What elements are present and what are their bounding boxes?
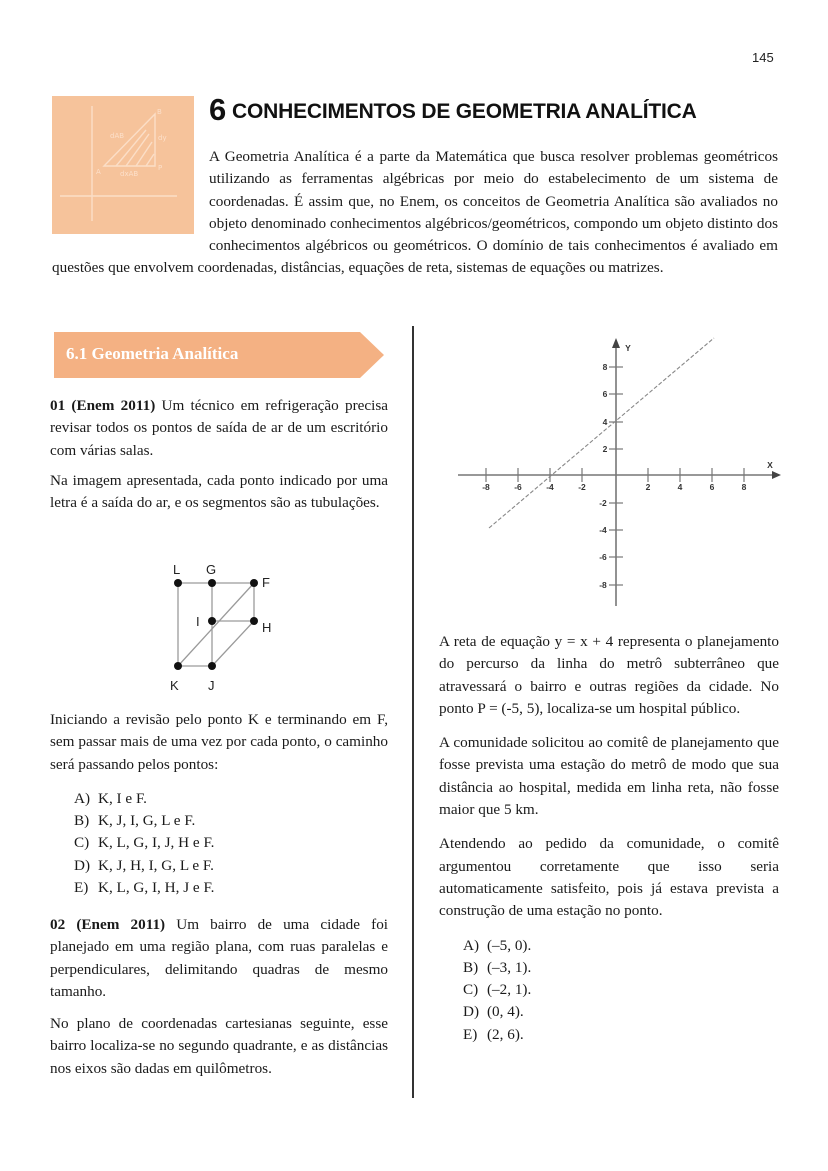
svg-text:4: 4 (677, 482, 683, 492)
svg-text:-6: -6 (599, 552, 607, 562)
question-2-body (439, 631, 779, 1046)
question-2-text: Um bairro de uma cidade foi planejado em uma região plana, com ruas paralelas e perpendiculares, delimitando quadras de mesmo tamanho. (50, 916, 389, 1000)
question-2-text-2: No plano de coordenadas cartesianas seguinte, esse bairro localiza-se no segundo quadrante, e as distâncias nos eixos são dadas em quilômetros. (50, 1015, 388, 1077)
svg-text:A: A (96, 168, 101, 176)
point-J (208, 662, 216, 670)
question-2-text-3: A reta de equação y = x + 4 representa o planejamento do percurso da linha do metrô subterrâneo que atravessará o bairro e outras regiões da cidade. No ponto P = (-5, 5), localiza-se um hospital público. (439, 633, 779, 717)
option-d[interactable]: D) K, J, H, I, G, L e F. (74, 856, 214, 874)
svg-text:8: 8 (602, 362, 608, 372)
question-2-text-5: Atendendo ao pedido da comunidade, o comitê argumentou corretamente que isso seria automaticamente satisfeito, pois já estava prevista a construção de uma estação no ponto. (439, 835, 779, 920)
svg-text:G: G (206, 562, 217, 577)
point-K (174, 662, 182, 670)
svg-text:-8: -8 (599, 580, 607, 590)
option-b[interactable]: B) K, J, I, G, L e F. (74, 812, 196, 830)
question-2-text-4: A comunidade solicitou ao comitê de planejamento que fosse prevista uma estação do metrô de modo que sua distância ao hospital, medida em linha reta, não fosse maior que 5 km. (439, 734, 779, 819)
chapter-intro (52, 146, 778, 280)
chapter-title-text: CONHECIMENTOS DE GEOMETRIA ANALÍTICA (232, 100, 697, 123)
question-1-prompt (50, 709, 388, 899)
svg-text:8: 8 (741, 482, 747, 492)
question-1-text: Um técnico em refrigeração precisa revisar todos os pontos de saída de ar de um escritório com várias salas. (50, 397, 388, 459)
question-1-text-2: Na imagem apresentada, cada ponto indicado por uma letra é a saída do ar, e os segmentos são as tubulações. (50, 471, 388, 512)
svg-text:H: H (262, 620, 272, 635)
chapter-intro-text: A Geometria Analítica é a parte da Matemática que busca resolver problemas geométricos utilizando as ferramentas algébricas por meio do estabelecimento de um sistema de coordenadas. É assim que, no Enem, os conceitos de Geometria Analítica são avaliados no objeto denominado conhecimentos algébricos/geométricos, compondo um objeto distinto dos conhecimentos algébricos ou geométricos. O domínio de tais conhecimentos é avaliado em questões que envolvem coordenadas, distâncias, equações de reta, sistemas de equações ou matrizes. (52, 148, 778, 277)
svg-text:-6: -6 (514, 482, 522, 492)
point-F (250, 579, 258, 587)
svg-text:2: 2 (602, 444, 608, 454)
option-b[interactable]: B) (–3, 1). (463, 958, 532, 976)
svg-text:-4: -4 (546, 482, 554, 492)
svg-text:J: J (208, 678, 215, 693)
option-c[interactable]: C) K, L, G, I, J, H e F. (74, 834, 215, 852)
svg-text:L: L (173, 562, 181, 577)
svg-text:K: K (170, 678, 179, 693)
svg-text:dAB: dAB (110, 132, 125, 140)
question-2-intro (50, 914, 388, 1080)
option-c[interactable]: C) (–2, 1). (463, 981, 532, 999)
column-divider (412, 326, 414, 1098)
question-1-label: 01 (Enem 2011) (50, 397, 156, 414)
question-2-options (439, 935, 779, 1046)
x-axis-label: X (767, 460, 773, 470)
point-I (208, 617, 216, 625)
svg-text:P: P (158, 164, 163, 172)
svg-text:F: F (262, 575, 270, 590)
svg-text:2: 2 (645, 482, 651, 492)
question-1-text-3: Iniciando a revisão pelo ponto K e terminando em F, sem passar mais de uma vez por cada ponto, o caminho será passando pelos pontos: (50, 711, 388, 773)
svg-text:-2: -2 (578, 482, 586, 492)
pipe-graph-figure (150, 555, 290, 695)
svg-text:dxAB: dxAB (120, 170, 139, 178)
question-1-intro (50, 395, 388, 514)
x-axis-arrow-icon (772, 471, 781, 479)
svg-text:4: 4 (602, 417, 608, 427)
section-title: 6.1 Geometria Analítica (66, 344, 239, 363)
page-number: 145 (752, 50, 774, 65)
point-L (174, 579, 182, 587)
y-axis-label: Y (625, 343, 631, 353)
svg-text:6: 6 (602, 389, 608, 399)
point-H (250, 617, 258, 625)
option-e[interactable]: E) (2, 6). (463, 1025, 524, 1043)
option-d[interactable]: D) (0, 4). (463, 1003, 524, 1021)
y-axis-arrow-icon (612, 338, 620, 348)
question-1-options (50, 788, 388, 899)
svg-text:dy: dy (158, 134, 167, 142)
chapter-title (209, 92, 697, 128)
option-a[interactable]: A) (–5, 0). (463, 936, 532, 954)
svg-text:B: B (157, 108, 162, 116)
option-a[interactable]: A) K, I e F. (74, 789, 147, 807)
question-2-label: 02 (Enem 2011) (50, 916, 166, 933)
svg-text:-2: -2 (599, 498, 607, 508)
section-banner (54, 332, 384, 378)
option-e[interactable]: E) K, L, G, I, H, J e F. (74, 879, 215, 897)
svg-text:I: I (196, 614, 200, 629)
coordinate-plane-chart (440, 330, 800, 615)
svg-text:6: 6 (709, 482, 715, 492)
point-G (208, 579, 216, 587)
svg-text:-4: -4 (599, 525, 607, 535)
chapter-number: 6 (209, 92, 227, 127)
svg-text:-8: -8 (482, 482, 490, 492)
